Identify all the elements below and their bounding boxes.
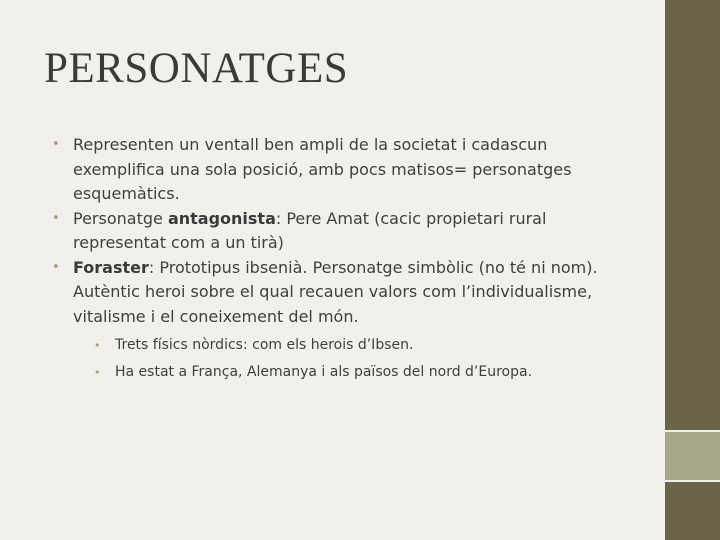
bullet-text: Representen un ventall ben ampli de la societat i cadascun exemplifica una sola posició, amb pocs matisos= personatges esquemàtics. (73, 135, 572, 203)
side-divider-top (665, 430, 720, 432)
sub-bullet-list (73, 332, 632, 386)
bullet-item-1 (52, 133, 632, 207)
slide-content (52, 133, 632, 386)
sub-bullet-icon: • (94, 339, 101, 352)
bullet-emphasis: Foraster (73, 257, 149, 277)
bullet-text-suffix: : Pere Amat (cacic propietari rural representat com a un tirà) (73, 208, 547, 252)
bullet-list (52, 133, 632, 386)
sub-bullet-item-1 (94, 332, 632, 359)
side-accent-block (665, 432, 720, 480)
bullet-icon: • (52, 259, 60, 275)
bullet-text-prefix: Personatge (73, 208, 168, 228)
bullet-icon: • (52, 137, 60, 152)
side-divider-bottom (665, 480, 720, 482)
sub-bullet-text: Ha estat a França, Alemanya i als països del nord d’Europa. (115, 364, 533, 380)
slide-title: PERSONATGES (44, 45, 349, 92)
bullet-item-2 (52, 207, 632, 256)
sub-bullet-text: Trets físics nòrdics: com els herois d’Ibsen. (115, 337, 414, 353)
bullet-item-3 (52, 256, 632, 387)
bullet-emphasis: antagonista (167, 208, 276, 228)
bullet-icon: • (52, 210, 60, 226)
sub-bullet-icon: • (94, 366, 101, 379)
bullet-text-suffix: : Prototipus ibsenià. Personatge simbòlic (no té ni nom). Autèntic heroi sobre el qual recauen valors com l’individualisme, vitalisme i el coneixement del món. (73, 257, 598, 326)
sub-bullet-item-2 (94, 359, 632, 386)
